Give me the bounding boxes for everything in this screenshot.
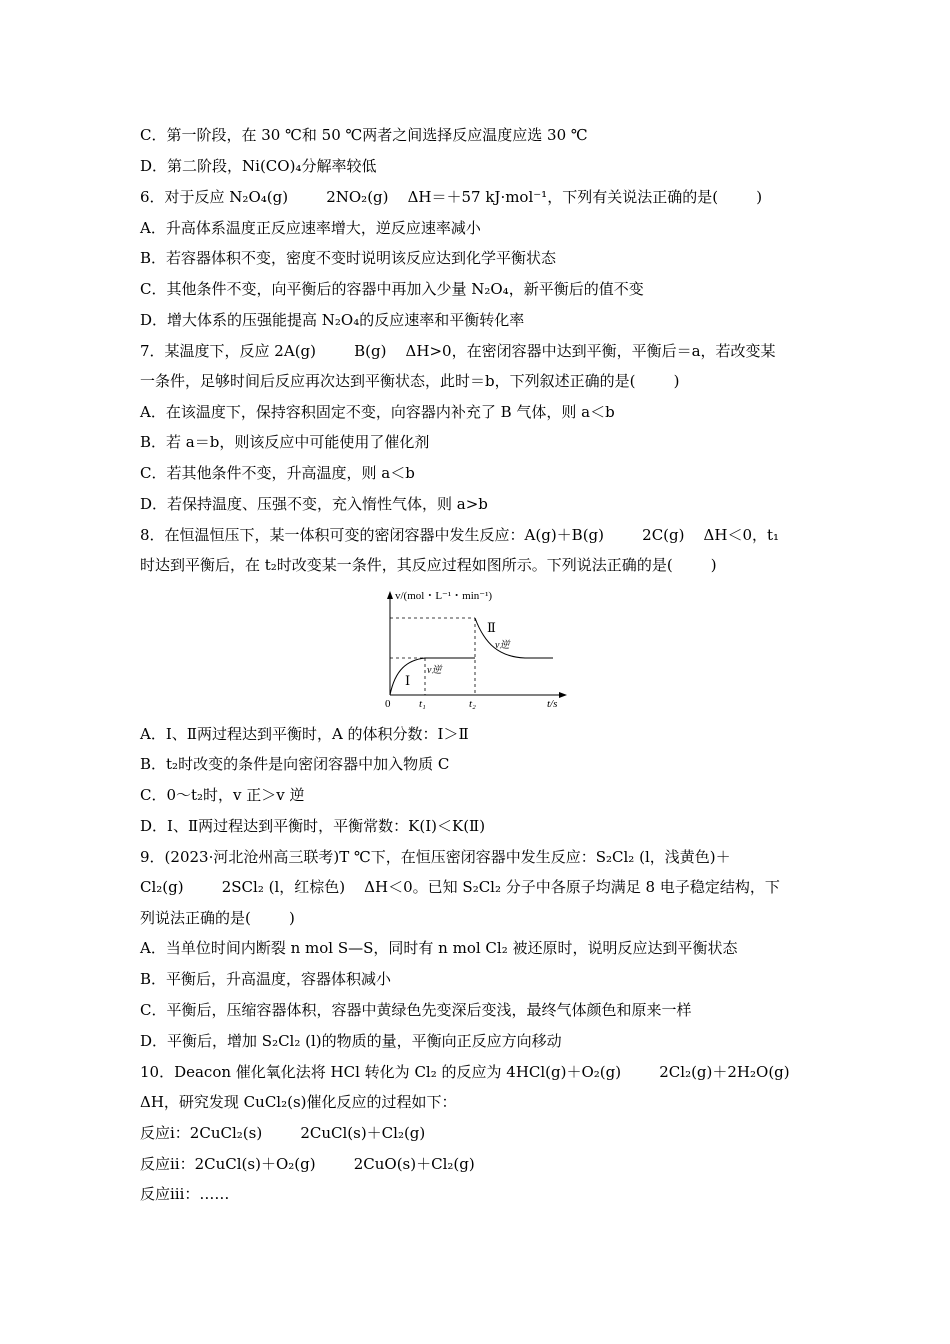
rate-time-figure — [375, 585, 575, 710]
option-6d: D．增大体系的压强能提高 N₂O₄的反应速率和平衡转化率 — [140, 311, 525, 329]
curve-process-1 — [390, 658, 475, 695]
option-9a: A．当单位时间内断裂 n mol S—S，同时有 n mol Cl₂ 被还原时，说明反应达到平衡状态 — [140, 939, 738, 957]
x-axis-label: t/s — [547, 698, 558, 710]
region-1-label: Ⅰ — [405, 673, 411, 688]
reaction-iii: 反应ⅲ：…… — [140, 1185, 230, 1203]
option-9b: B．平衡后，升高温度，容器体积减小 — [140, 970, 392, 988]
y-axis-label: v/(mol・L⁻¹・min⁻¹) — [395, 590, 493, 602]
option-6a: A．升高体系温度正反应速率增大，逆反应速率减小 — [140, 219, 481, 237]
region-2-label: Ⅱ — [487, 620, 496, 635]
option-7b: B．若 a＝b，则该反应中可能使用了催化剂 — [140, 433, 430, 451]
option-7d: D．若保持温度、压强不变，充入惰性气体，则 a>b — [140, 495, 488, 513]
question-8-line2: 时达到平衡后，在 t₂时改变某一条件，其反应过程如图所示。下列说法正确的是( ) — [140, 556, 717, 574]
t2-label: t₂ — [469, 698, 476, 710]
question-7-line2: 一条件，足够时间后反应再次达到平衡状态，此时＝b，下列叙述正确的是( ) — [140, 372, 680, 390]
question-6: 6．对于反应 N₂O₄(g) 2NO₂(g) ΔH＝＋57 kJ·mol⁻¹，下列有关说法正确的是( ) — [140, 188, 763, 206]
option-8a: A．Ⅰ、Ⅱ两过程达到平衡时，A 的体积分数：Ⅰ＞Ⅱ — [140, 725, 469, 743]
option-5c: C．第一阶段，在 30 ℃和 50 ℃两者之间选择反应温度应选 30 ℃ — [140, 126, 588, 144]
y-axis-arrow — [387, 591, 393, 599]
option-7c: C．若其他条件不变，升高温度，则 a＜b — [140, 464, 415, 482]
x-axis-arrow — [559, 692, 567, 698]
option-5d: D．第二阶段，Ni(CO)₄分解率较低 — [140, 157, 377, 175]
origin-label: 0 — [385, 698, 391, 710]
t1-label: t₁ — [419, 698, 426, 710]
option-8c: C．0～t₂时，v 正＞v 逆 — [140, 786, 305, 804]
option-7a: A．在该温度下，保持容积固定不变，向容器内补充了 B 气体，则 a＜b — [140, 403, 615, 421]
reaction-ii: 反应ⅱ：2CuCl(s)＋O₂(g) 2CuO(s)＋Cl₂(g) — [140, 1155, 475, 1173]
question-8-line1: 8．在恒温恒压下，某一体积可变的密闭容器中发生反应：A(g)＋B(g) 2C(g) ΔH＜0，t₁ — [140, 526, 780, 544]
question-9-line3: 列说法正确的是( ) — [140, 909, 295, 927]
option-9d: D．平衡后，增加 S₂Cl₂ (l)的物质的量，平衡向正反应方向移动 — [140, 1032, 562, 1050]
reaction-i: 反应ⅰ：2CuCl₂(s) 2CuCl(s)＋Cl₂(g) — [140, 1124, 426, 1142]
option-6b: B．若容器体积不变，密度不变时说明该反应达到化学平衡状态 — [140, 249, 557, 267]
question-10-line2: ΔH，研究发现 CuCl₂(s)催化反应的过程如下： — [140, 1093, 457, 1111]
option-9c: C．平衡后，压缩容器体积，容器中黄绿色先变深后变浅，最终气体颜色和原来一样 — [140, 1001, 692, 1019]
option-8d: D．Ⅰ、Ⅱ两过程达到平衡时，平衡常数：K(Ⅰ)＜K(Ⅱ) — [140, 817, 486, 835]
question-10-line1: 10．Deacon 催化氧化法将 HCl 转化为 Cl₂ 的反应为 4HCl(g)＋O₂(g) 2Cl₂(g)＋2H₂O(g) — [140, 1063, 790, 1081]
question-9-line1: 9．(2023·河北沧州高三联考)T ℃下，在恒压密闭容器中发生反应：S₂Cl₂ (l，浅黄色)＋ — [140, 848, 731, 866]
option-8b: B．t₂时改变的条件是向密闭容器中加入物质 C — [140, 755, 450, 773]
v-reverse-label-lower: v逆 — [427, 665, 442, 676]
v-reverse-label-upper: v逆 — [495, 640, 510, 651]
option-6c: C．其他条件不变，向平衡后的容器中再加入少量 N₂O₄，新平衡后的值不变 — [140, 280, 644, 298]
question-7-line1: 7．某温度下，反应 2A(g) B(g) ΔH>0，在密闭容器中达到平衡，平衡后＝a，若改变某 — [140, 342, 776, 360]
question-9-line2: Cl₂(g) 2SCl₂ (l，红棕色) ΔH＜0。已知 S₂Cl₂ 分子中各原子均满足 8 电子稳定结构，下 — [140, 878, 780, 896]
